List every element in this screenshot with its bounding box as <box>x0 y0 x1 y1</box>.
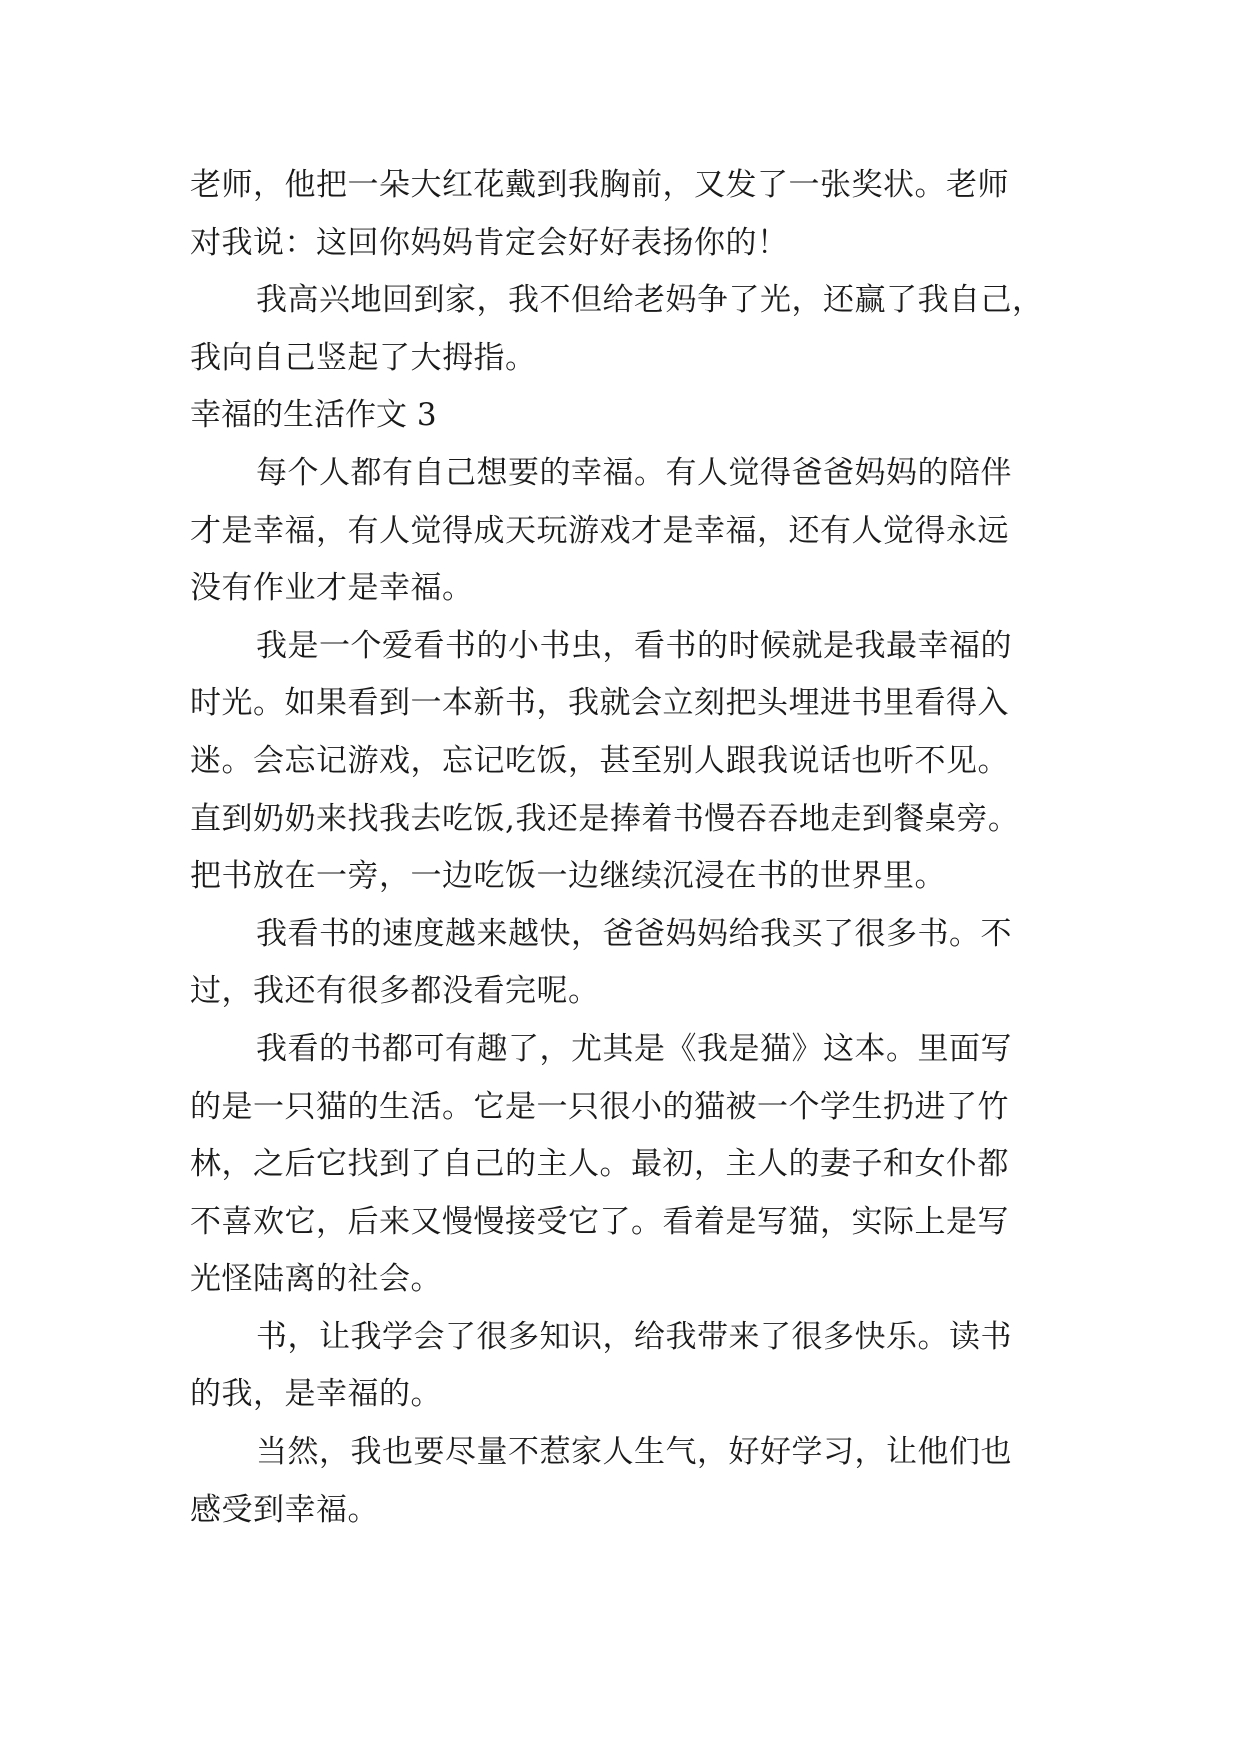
text-line: 不喜欢它，后来又慢慢接受它了。看着是写猫，实际上是写 <box>190 1203 1009 1240</box>
text-line: 对我说：这回你妈妈肯定会好好表扬你的！ <box>190 224 789 261</box>
text-line: 我向自己竖起了大拇指。 <box>190 339 537 376</box>
text-line: 光怪陆离的社会。 <box>190 1261 442 1298</box>
text-line: 时光。如果看到一本新书，我就会立刻把头埋进书里看得入 <box>190 685 1009 722</box>
text-line: 才是幸福，有人觉得成天玩游戏才是幸福，还有人觉得永远 <box>190 512 1009 549</box>
paragraph-start-line: 每个人都有自己想要的幸福。有人觉得爸爸妈妈的陪伴 <box>256 454 1012 491</box>
paragraph-start-line: 书，让我学会了很多知识，给我带来了很多快乐。读书 <box>256 1318 1012 1355</box>
text-line: 老师，他把一朵大红花戴到我胸前，又发了一张奖状。老师 <box>190 167 1009 203</box>
text-line: 直到奶奶来找我去吃饭,我还是捧着书慢吞吞地走到餐桌旁。 <box>190 800 1020 837</box>
paragraph-start-line: 我看的书都可有趣了，尤其是《我是猫》这本。里面写 <box>256 1030 1012 1067</box>
paragraph-start-line: 当然，我也要尽量不惹家人生气，好好学习，让他们也 <box>256 1434 1012 1471</box>
text-line: 迷。会忘记游戏，忘记吃饭，甚至别人跟我说话也听不见。 <box>190 742 1009 779</box>
paragraph-start-line: 我高兴地回到家，我不但给老妈争了光，还赢了我自己， <box>256 282 1044 319</box>
section-heading: 幸福的生活作文 3 <box>190 397 437 434</box>
text-line: 的我，是幸福的。 <box>190 1376 442 1413</box>
paragraph-start-line: 我是一个爱看书的小书虫，看书的时候就是我最幸福的 <box>256 627 1012 664</box>
text-line: 过，我还有很多都没看完呢。 <box>190 973 600 1010</box>
text-line: 把书放在一旁，一边吃饭一边继续沉浸在书的世界里。 <box>190 858 946 895</box>
paragraph-start-line: 我看书的速度越来越快，爸爸妈妈给我买了很多书。不 <box>256 915 1012 952</box>
text-line: 没有作业才是幸福。 <box>190 570 474 607</box>
document-body <box>190 157 1070 1539</box>
text-line: 林，之后它找到了自己的主人。最初，主人的妻子和女仆都 <box>190 1146 1009 1183</box>
text-line: 的是一只猫的生活。它是一只很小的猫被一个学生扔进了竹 <box>190 1088 1009 1125</box>
text-line: 感受到幸福。 <box>190 1491 379 1528</box>
